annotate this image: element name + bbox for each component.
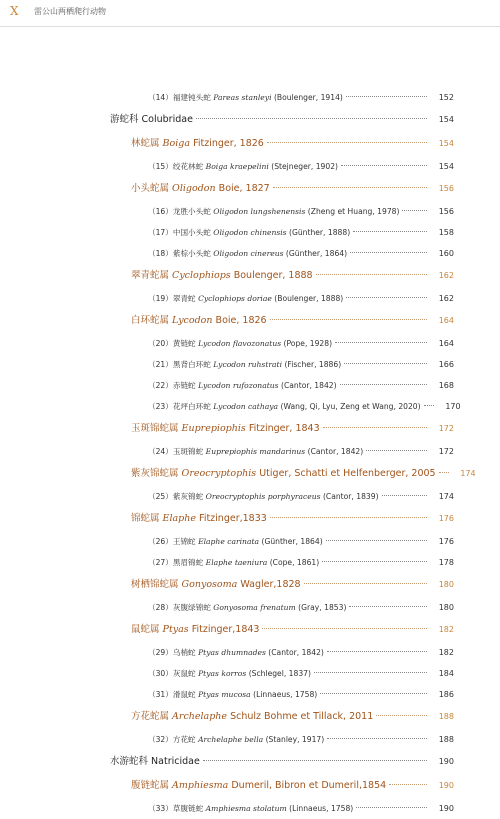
toc-entry-genus[interactable]	[0, 309, 500, 333]
toc-entry-species[interactable]	[0, 552, 500, 573]
entry-scientific-name: Ptyas mucosa	[198, 690, 251, 699]
leader-dots	[346, 297, 427, 298]
entry-chinese-name: 赤链蛇	[172, 381, 196, 390]
toc-entry-species[interactable]	[0, 333, 500, 354]
toc-entry-species[interactable]	[0, 597, 500, 618]
entry-chinese-name: 林蛇属	[131, 138, 160, 149]
leader-dots	[270, 319, 427, 320]
page-number: 180	[438, 580, 454, 589]
entry-chinese-name: 黑背白环蛇	[172, 360, 211, 369]
page-number: 162	[438, 271, 454, 280]
entry-authority: (Zheng et Huang, 1978)	[307, 207, 400, 216]
toc-entry-species[interactable]	[0, 729, 500, 750]
page-number: 158	[438, 228, 454, 237]
leader-dots	[353, 231, 427, 232]
entry-scientific-name: Archelaphe	[172, 711, 228, 722]
entry-scientific-name: Pareas stanleyi	[213, 93, 272, 102]
entry-authority: (Linnaeus, 1758)	[289, 804, 354, 813]
leader-dots	[320, 693, 427, 694]
entry-chinese-name: 龙胜小头蛇	[172, 207, 211, 216]
leader-dots	[335, 342, 427, 343]
entry-authority: (Boulenger, 1914)	[273, 93, 343, 102]
entry-number: （20）	[148, 339, 173, 348]
leader-dots	[262, 628, 427, 629]
entry-scientific-name: Amphiesma	[172, 780, 229, 791]
entry-scientific-name: Oligodon	[172, 183, 216, 194]
entry-authority: Wagler,1828	[240, 579, 301, 590]
leader-dots	[340, 384, 427, 385]
entry-authority: (Cantor, 1842)	[307, 447, 364, 456]
page-number: 190	[438, 757, 454, 766]
entry-chinese-name: 紫棕小头蛇	[172, 249, 211, 258]
entry-authority: (Boulenger, 1888)	[274, 294, 344, 303]
entry-number: （30）	[148, 669, 173, 678]
leader-dots	[356, 807, 427, 808]
toc-entry-species[interactable]	[0, 87, 500, 108]
page-number: 182	[438, 625, 454, 634]
entry-chinese-name: 鼠蛇属	[131, 624, 160, 635]
entry-scientific-name: Amphiesma stolatum	[205, 804, 287, 813]
entry-scientific-name: Lycodon cathaya	[213, 402, 279, 411]
leader-dots	[327, 651, 427, 652]
entry-chinese-name: 紫灰锦蛇属	[131, 468, 179, 479]
leader-dots	[366, 450, 427, 451]
toc-entry-species[interactable]	[0, 441, 500, 462]
toc-entry-species[interactable]	[0, 531, 500, 552]
entry-authority: Boie, 1827	[218, 183, 270, 194]
toc-entry-species[interactable]	[0, 642, 500, 663]
leader-dots	[322, 561, 427, 562]
toc-entry-genus[interactable]	[0, 705, 500, 729]
toc-entry-species[interactable]	[0, 288, 500, 309]
entry-number: （22）	[148, 381, 173, 390]
entry-number: （29）	[148, 648, 173, 657]
leader-dots	[341, 165, 427, 166]
toc-entry-family[interactable]	[0, 750, 500, 774]
page-number: 160	[438, 249, 454, 258]
page-number: 156	[438, 184, 454, 193]
entry-scientific-name: Oligodon chinensis	[213, 228, 287, 237]
toc-entry-species[interactable]	[0, 201, 500, 222]
page-number: 168	[438, 381, 454, 390]
leader-dots	[196, 118, 427, 119]
page-number: 164	[438, 316, 454, 325]
entry-chinese-name: 王锦蛇	[172, 537, 196, 546]
entry-scientific-name: Colubridae	[141, 114, 193, 125]
page-number: 162	[438, 294, 454, 303]
page-number: 152	[438, 93, 454, 102]
entry-scientific-name: Cyclophiops doriae	[198, 294, 272, 303]
entry-chinese-name: 锦蛇属	[131, 513, 160, 524]
entry-chinese-name: 玉斑锦蛇	[172, 447, 204, 456]
entry-authority: Utiger, Schatti et Helfenberger, 2005	[259, 468, 436, 479]
entry-number: （19）	[148, 294, 173, 303]
entry-authority: (Günther, 1864)	[261, 537, 323, 546]
page-number: 174	[438, 492, 454, 501]
entry-authority: (Gray, 1853)	[298, 603, 347, 612]
toc-entry-species[interactable]	[0, 684, 500, 705]
entry-chinese-name: 白环蛇属	[131, 315, 170, 326]
entry-number: （14）	[148, 93, 173, 102]
entry-chinese-name: 黄链蛇	[172, 339, 196, 348]
entry-chinese-name: 草腹链蛇	[172, 804, 204, 813]
entry-authority: Boulenger, 1888	[233, 270, 313, 281]
entry-chinese-name: 黑眉锦蛇	[172, 558, 204, 567]
page-number: 154	[438, 162, 454, 171]
entry-authority: (Linnaeus, 1758)	[253, 690, 318, 699]
page-number: 180	[438, 603, 454, 612]
entry-chinese-name: 方花蛇属	[131, 711, 170, 722]
toc-entry-genus[interactable]	[0, 417, 500, 441]
running-header	[0, 0, 500, 30]
entry-chinese-name: 树栖锦蛇属	[131, 579, 179, 590]
entry-scientific-name: Oreocryptophis	[181, 468, 257, 479]
leader-dots	[376, 715, 427, 716]
entry-chinese-name: 中国小头蛇	[172, 228, 211, 237]
entry-authority: (Cantor, 1842)	[280, 381, 337, 390]
leader-dots	[424, 405, 434, 406]
page-number: 188	[438, 712, 454, 721]
entry-scientific-name: Lycodon	[172, 315, 213, 326]
leader-dots	[273, 187, 427, 188]
entry-scientific-name: Elaphe carinata	[198, 537, 260, 546]
entry-scientific-name: Archelaphe bella	[198, 735, 264, 744]
entry-number: （21）	[148, 360, 173, 369]
leader-dots	[316, 274, 427, 275]
page-number: 190	[438, 781, 454, 790]
toc-entry-genus[interactable]	[0, 573, 500, 597]
leader-dots	[402, 210, 427, 211]
toc-entry-species[interactable]	[0, 156, 500, 177]
running-title: 雷公山两栖爬行动物	[34, 7, 106, 16]
entry-authority: Dumeril, Bibron et Dumeril,1854	[231, 780, 387, 791]
toc-entry-species[interactable]	[0, 375, 500, 396]
entry-scientific-name: Ptyas dhumnades	[198, 648, 266, 657]
entry-scientific-name: Oreocryptophis porphyraceus	[205, 492, 321, 501]
entry-number: （27）	[148, 558, 173, 567]
entry-chinese-name: 方花蛇	[172, 735, 196, 744]
entry-number: （18）	[148, 249, 173, 258]
entry-number: （23）	[148, 402, 173, 411]
entry-scientific-name: Euprepiophis	[181, 423, 246, 434]
entry-scientific-name: Ptyas	[162, 624, 189, 635]
leader-dots	[314, 672, 427, 673]
header-rule	[0, 26, 500, 27]
entry-scientific-name: Oligodon cinereus	[213, 249, 284, 258]
entry-authority: (Cope, 1861)	[269, 558, 320, 567]
entry-scientific-name: Boiga	[162, 138, 191, 149]
entry-scientific-name: Lycodon rufozonatus	[198, 381, 279, 390]
entry-number: （15）	[148, 162, 173, 171]
toc-entry-family[interactable]	[0, 108, 500, 132]
entry-chinese-name: 翠青蛇	[172, 294, 196, 303]
page-number: 154	[438, 115, 454, 124]
leader-dots	[326, 540, 427, 541]
entry-chinese-name: 灰腹绿锦蛇	[172, 603, 211, 612]
entry-chinese-name: 紫灰锦蛇	[172, 492, 204, 501]
toc-entry-genus[interactable]	[0, 264, 500, 288]
entry-number: （31）	[148, 690, 173, 699]
entry-authority: (Stanley, 1917)	[265, 735, 325, 744]
entry-chinese-name: 乌梢蛇	[172, 648, 196, 657]
entry-authority: (Wang, Qi, Lyu, Zeng et Wang, 2020)	[280, 402, 421, 411]
page-number: 172	[438, 447, 454, 456]
toc-entry-species[interactable]	[0, 486, 500, 507]
page-number: 170	[445, 402, 461, 411]
entry-chinese-name: 小头蛇属	[131, 183, 170, 194]
page-number: 166	[438, 360, 454, 369]
page-number: 176	[438, 514, 454, 523]
entry-chinese-name: 花坪白环蛇	[172, 402, 211, 411]
page-number: 188	[438, 735, 454, 744]
toc-entry-genus[interactable]	[0, 507, 500, 531]
entry-authority: Fitzinger,1833	[199, 513, 267, 524]
entry-number: （16）	[148, 207, 173, 216]
entry-authority: Fitzinger, 1826	[193, 138, 264, 149]
toc-entry-genus[interactable]	[0, 177, 500, 201]
leader-dots	[203, 760, 427, 761]
toc-entry-species[interactable]	[0, 222, 500, 243]
entry-authority: Fitzinger,1843	[191, 624, 260, 635]
entry-chinese-name: 玉斑锦蛇属	[131, 423, 179, 434]
toc-entry-genus[interactable]	[0, 774, 500, 798]
entry-chinese-name: 水游蛇科	[110, 756, 149, 767]
entry-scientific-name: Gonyosoma frenatum	[213, 603, 296, 612]
leader-dots	[327, 738, 427, 739]
entry-number: （28）	[148, 603, 173, 612]
table-of-contents	[0, 87, 500, 819]
entry-authority: Fitzinger, 1843	[248, 423, 320, 434]
page-number: 164	[438, 339, 454, 348]
leader-dots	[323, 427, 427, 428]
page-number: 154	[438, 139, 454, 148]
entry-scientific-name: Ptyas korros	[198, 669, 247, 678]
entry-number: （26）	[148, 537, 173, 546]
leader-dots	[349, 606, 427, 607]
leader-dots	[350, 252, 427, 253]
leader-dots	[304, 583, 427, 584]
leader-dots	[382, 495, 427, 496]
entry-scientific-name: Elaphe	[162, 513, 197, 524]
page-number: 172	[438, 424, 454, 433]
header-mark-icon: X	[10, 4, 19, 18]
page-number: 176	[438, 537, 454, 546]
page-number: 156	[438, 207, 454, 216]
entry-chinese-name: 滑鼠蛇	[172, 690, 196, 699]
leader-dots	[344, 363, 427, 364]
toc-entry-genus[interactable]	[0, 618, 500, 642]
toc-entry-species[interactable]	[0, 798, 500, 819]
toc-entry-species[interactable]	[0, 354, 500, 375]
entry-number: （32）	[148, 735, 173, 744]
leader-dots	[439, 472, 449, 473]
entry-authority: Schulz Bohme et Tillack, 2011	[230, 711, 374, 722]
entry-chinese-name: 翠青蛇属	[131, 270, 170, 281]
entry-number: （33）	[148, 804, 173, 813]
entry-chinese-name: 福建钝头蛇	[172, 93, 211, 102]
entry-chinese-name: 绞花林蛇	[172, 162, 204, 171]
page-number: 186	[438, 690, 454, 699]
page-number: 182	[438, 648, 454, 657]
page-number: 178	[438, 558, 454, 567]
entry-authority: (Schlegel, 1837)	[248, 669, 311, 678]
toc-entry-species[interactable]	[0, 243, 500, 264]
entry-authority: (Cantor, 1842)	[268, 648, 324, 657]
entry-chinese-name: 灰鼠蛇	[172, 669, 196, 678]
toc-entry-genus[interactable]	[0, 132, 500, 156]
toc-entry-genus[interactable]	[0, 462, 500, 486]
entry-authority: (Cantor, 1839)	[322, 492, 379, 501]
entry-scientific-name: Natricidae	[151, 756, 200, 767]
entry-scientific-name: Oligodon lungshenensis	[213, 207, 306, 216]
entry-scientific-name: Elaphe taeniura	[205, 558, 268, 567]
toc-entry-species[interactable]	[0, 396, 500, 417]
entry-authority: (Stejneger, 1902)	[271, 162, 339, 171]
entry-authority: Boie, 1826	[215, 315, 267, 326]
entry-chinese-name: 腹链蛇属	[131, 780, 170, 791]
entry-authority: (Günther, 1888)	[289, 228, 351, 237]
leader-dots	[389, 784, 427, 785]
entry-scientific-name: Cyclophiops	[172, 270, 231, 281]
leader-dots	[267, 142, 427, 143]
entry-number: （17）	[148, 228, 173, 237]
toc-entry-species[interactable]	[0, 663, 500, 684]
entry-number: （24）	[148, 447, 173, 456]
entry-scientific-name: Boiga kraepelini	[205, 162, 269, 171]
page-number: 174	[460, 469, 476, 478]
leader-dots	[270, 517, 427, 518]
page-number: 190	[438, 804, 454, 813]
entry-scientific-name: Lycodon ruhstrati	[213, 360, 283, 369]
entry-authority: (Fischer, 1886)	[284, 360, 342, 369]
entry-chinese-name: 游蛇科	[110, 114, 139, 125]
entry-authority: (Pope, 1928)	[283, 339, 333, 348]
entry-scientific-name: Lycodon flavozonatus	[198, 339, 282, 348]
entry-scientific-name: Gonyosoma	[181, 579, 238, 590]
entry-authority: (Günther, 1864)	[285, 249, 348, 258]
leader-dots	[346, 96, 427, 97]
entry-number: （25）	[148, 492, 173, 501]
entry-scientific-name: Euprepiophis mandarinus	[205, 447, 306, 456]
page-number: 184	[438, 669, 454, 678]
